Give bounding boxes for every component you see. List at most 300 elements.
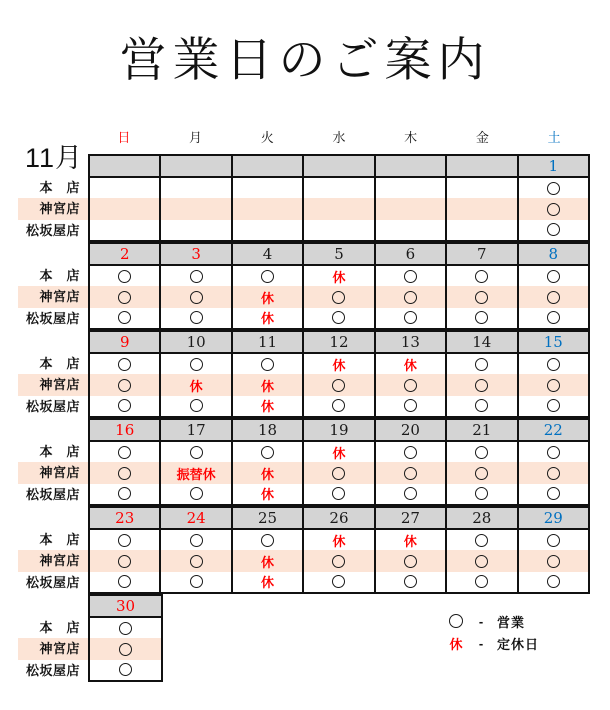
cell-closed: [302, 266, 373, 287]
store-row: [90, 618, 161, 639]
open-circle-icon: [547, 534, 560, 547]
cell-closed: [231, 307, 302, 328]
open-circle-icon: [404, 446, 417, 459]
store-labels: [18, 176, 80, 240]
cell-open: [374, 483, 445, 504]
cell-open: [302, 551, 373, 572]
cell-open: [374, 375, 445, 396]
date-cell: [302, 156, 373, 176]
date-cell: 20: [374, 420, 445, 440]
closed-text: 休: [403, 533, 417, 549]
cell-closed: [302, 530, 373, 551]
cell-closed: [374, 530, 445, 551]
open-circle-icon: [547, 270, 560, 283]
weekday-label: 水: [332, 131, 346, 146]
date-header-row: [90, 244, 588, 266]
date-cell: 28: [445, 508, 516, 528]
open-circle-icon: [261, 358, 274, 371]
cell-open: [517, 219, 588, 240]
open-circle-icon: [190, 399, 203, 412]
date-cell: 21: [445, 420, 516, 440]
date-cell: 4: [231, 244, 302, 264]
open-circle-icon: [475, 399, 488, 412]
date-cell: 6: [374, 244, 445, 264]
legend-row-open: [447, 610, 587, 632]
cell-empty: [90, 199, 159, 220]
week-table: [88, 506, 590, 594]
date-cell: 13: [374, 332, 445, 352]
date-cell: 1: [517, 156, 588, 176]
open-circle-icon: [547, 575, 560, 588]
open-circle-icon: [118, 534, 131, 547]
open-circle-icon: [118, 399, 131, 412]
week-table: [88, 242, 590, 330]
date-cell: 3: [159, 244, 230, 264]
cell-open: [159, 442, 230, 463]
open-circle-icon: [475, 358, 488, 371]
open-circle-icon: [332, 487, 345, 500]
open-circle-icon: [547, 203, 560, 216]
date-header-row: [90, 420, 588, 442]
open-circle-icon: [475, 575, 488, 588]
cell-open: [159, 354, 230, 375]
open-circle-icon: [118, 467, 131, 480]
store-label: 神宮店: [39, 377, 80, 393]
store-row: [90, 463, 588, 484]
cell-open: [445, 571, 516, 592]
weekday-label: 月: [189, 131, 203, 146]
store-label: 松坂屋店: [25, 310, 80, 326]
open-circle-icon: [547, 223, 560, 236]
open-circle-icon: [190, 555, 203, 568]
open-circle-icon: [332, 311, 345, 324]
cell-open: [90, 266, 159, 287]
cell-empty: [302, 178, 373, 199]
cell-open: [374, 571, 445, 592]
cell-open: [90, 307, 159, 328]
open-circle-icon: [190, 487, 203, 500]
cell-open: [445, 483, 516, 504]
store-label: 本 店: [39, 444, 80, 460]
open-circle-icon: [404, 487, 417, 500]
cell-open: [159, 395, 230, 416]
week-table: [88, 594, 163, 682]
legend: [447, 610, 587, 654]
open-circle-icon: [475, 291, 488, 304]
open-circle-icon: [332, 291, 345, 304]
cell-open: [302, 483, 373, 504]
closed-text: 休: [261, 466, 275, 482]
legend-dash: -: [478, 635, 484, 651]
cell-open: [374, 266, 445, 287]
open-circle-icon: [475, 467, 488, 480]
date-header-row: [90, 332, 588, 354]
open-circle-icon: [547, 399, 560, 412]
weekday-header-row: [88, 130, 590, 148]
cell-closed: [302, 442, 373, 463]
closed-text: 休: [261, 554, 275, 570]
open-circle-icon: [404, 555, 417, 568]
closed-text: 休: [261, 378, 275, 394]
cell-open: [374, 442, 445, 463]
cell-open: [90, 530, 159, 551]
store-row: [90, 266, 588, 287]
cell-closed: [302, 354, 373, 375]
week-table: [88, 418, 590, 506]
open-circle-icon: [404, 379, 417, 392]
cell-open: [445, 442, 516, 463]
open-circle-icon: [332, 379, 345, 392]
weekday-label: 日: [117, 131, 131, 146]
open-circle-icon: [119, 663, 132, 676]
closed-text: 休: [189, 378, 203, 394]
open-circle-icon: [190, 270, 203, 283]
date-cell: 25: [231, 508, 302, 528]
cell-empty: [231, 178, 302, 199]
open-circle-icon: [118, 358, 131, 371]
open-circle-icon: [118, 379, 131, 392]
open-circle-icon: [475, 379, 488, 392]
cell-closed: [374, 354, 445, 375]
week-table: [88, 330, 590, 418]
store-label: 本 店: [39, 180, 80, 196]
store-label: 松坂屋店: [25, 222, 80, 238]
open-circle-icon: [547, 487, 560, 500]
store-label: 松坂屋店: [25, 662, 80, 678]
closed-text: 休: [261, 575, 275, 591]
cell-open: [90, 287, 159, 308]
open-circle-icon: [190, 446, 203, 459]
store-row: [90, 307, 588, 328]
cell-empty: [159, 178, 230, 199]
cell-open: [231, 354, 302, 375]
open-circle-icon: [404, 467, 417, 480]
week-table: [88, 154, 590, 242]
date-cell: 8: [517, 244, 588, 264]
open-circle-icon: [475, 487, 488, 500]
open-circle-icon: [332, 467, 345, 480]
cell-open: [90, 639, 161, 660]
store-row: [90, 199, 588, 220]
date-cell: 15: [517, 332, 588, 352]
cell-open: [517, 307, 588, 328]
month-label: 11月: [25, 143, 84, 173]
cell-open: [159, 551, 230, 572]
cell-closed: [231, 375, 302, 396]
legend-dash: -: [478, 613, 484, 629]
open-circle-icon: [475, 311, 488, 324]
cell-open: [445, 266, 516, 287]
legend-open-symbol-wrap: [447, 614, 465, 628]
date-cell: [445, 156, 516, 176]
cell-closed: [231, 395, 302, 416]
store-row: [90, 442, 588, 463]
store-label: 神宮店: [39, 553, 80, 569]
cell-open: [445, 530, 516, 551]
date-cell: 22: [517, 420, 588, 440]
store-label: 本 店: [39, 268, 80, 284]
cell-open: [90, 375, 159, 396]
date-cell: 29: [517, 508, 588, 528]
cell-open: [517, 375, 588, 396]
cell-open: [90, 395, 159, 416]
cell-open: [445, 354, 516, 375]
page-title: 営業日のご案内: [119, 33, 491, 88]
cell-open: [445, 375, 516, 396]
cell-empty: [374, 199, 445, 220]
open-circle-icon: [475, 555, 488, 568]
open-circle-icon: [547, 467, 560, 480]
store-label: 松坂屋店: [25, 574, 80, 590]
weekday-label: 火: [260, 131, 274, 146]
date-cell: [159, 156, 230, 176]
closed-text: 休: [332, 269, 346, 285]
date-cell: 30: [115, 597, 136, 615]
cell-open: [517, 395, 588, 416]
store-labels: [18, 616, 80, 680]
cell-open: [445, 307, 516, 328]
cell-open: [374, 287, 445, 308]
store-row: [90, 551, 588, 572]
open-circle-icon: [261, 534, 274, 547]
open-circle-icon: [547, 311, 560, 324]
cell-closed: [231, 287, 302, 308]
date-cell: 14: [445, 332, 516, 352]
store-row: [90, 375, 588, 396]
date-cell: 17: [159, 420, 230, 440]
cell-open: [517, 287, 588, 308]
closed-text: 振替休: [176, 466, 216, 482]
cell-empty: [159, 199, 230, 220]
open-circle-icon: [547, 182, 560, 195]
store-label: 本 店: [39, 532, 80, 548]
closed-text: 休: [332, 357, 346, 373]
open-circle-icon: [547, 291, 560, 304]
date-header-row: [90, 508, 588, 530]
cell-open: [517, 551, 588, 572]
closed-text: 休: [332, 445, 346, 461]
cell-open: [517, 442, 588, 463]
cell-open: [302, 307, 373, 328]
store-labels: [18, 528, 80, 592]
closed-text: 休: [261, 311, 275, 327]
closed-text: 休: [261, 290, 275, 306]
store-label: 本 店: [39, 620, 80, 636]
open-circle-icon: [190, 575, 203, 588]
open-circle-icon: [332, 399, 345, 412]
store-row: [90, 219, 588, 240]
cell-empty: [445, 199, 516, 220]
open-circle-icon: [332, 555, 345, 568]
date-cell: 23: [115, 509, 135, 527]
open-circle-icon: [190, 358, 203, 371]
store-label: 神宮店: [39, 465, 80, 481]
open-circle-icon: [118, 487, 131, 500]
date-cell: 5: [302, 244, 373, 264]
closed-symbol: 休: [449, 636, 463, 652]
legend-open-label: 営業: [497, 614, 526, 630]
open-circle-icon: [118, 446, 131, 459]
cell-open: [302, 375, 373, 396]
open-circle-icon: [404, 575, 417, 588]
date-cell: 7: [445, 244, 516, 264]
cell-open: [445, 551, 516, 572]
date-header-row: [90, 596, 161, 618]
store-row: [90, 659, 161, 680]
cell-open: [90, 551, 159, 572]
legend-closed-label: 定休日: [497, 636, 540, 652]
open-circle-icon: [404, 399, 417, 412]
open-circle-icon: [261, 270, 274, 283]
closed-text: 休: [332, 533, 346, 549]
cell-open: [517, 178, 588, 199]
store-row: [90, 354, 588, 375]
cell-empty: [90, 178, 159, 199]
cell-empty: [374, 178, 445, 199]
cell-open: [517, 463, 588, 484]
cell-open: [231, 442, 302, 463]
cell-open: [159, 571, 230, 592]
date-cell: 19: [302, 420, 373, 440]
cell-empty: [445, 219, 516, 240]
cell-closed: [159, 375, 230, 396]
open-circle-icon: [547, 555, 560, 568]
cell-open: [90, 354, 159, 375]
cell-open: [517, 571, 588, 592]
cell-open: [231, 530, 302, 551]
open-circle-icon: [475, 446, 488, 459]
cell-open: [517, 354, 588, 375]
cell-open: [517, 530, 588, 551]
store-row: [90, 483, 588, 504]
date-header-row: [90, 156, 588, 178]
store-row: [90, 178, 588, 199]
cell-empty: [159, 219, 230, 240]
cell-open: [159, 530, 230, 551]
cell-empty: [90, 219, 159, 240]
date-cell: 10: [159, 332, 230, 352]
cell-open: [90, 659, 161, 680]
weekday-label: 土: [547, 131, 561, 146]
date-cell: 9: [119, 333, 130, 351]
week-block: [18, 506, 590, 594]
open-circle-icon: [118, 575, 131, 588]
open-circle-icon: [547, 358, 560, 371]
cell-open: [159, 483, 230, 504]
open-circle-icon: [547, 379, 560, 392]
date-cell: [90, 156, 159, 176]
closed-text: 休: [403, 357, 417, 373]
store-labels: [18, 440, 80, 504]
cell-closed: [159, 463, 230, 484]
open-circle-icon: [118, 270, 131, 283]
cell-open: [159, 266, 230, 287]
closed-text: 休: [261, 487, 275, 503]
open-circle-icon: [119, 622, 132, 635]
open-circle-icon: [547, 446, 560, 459]
date-cell: 26: [302, 508, 373, 528]
date-cell: 11: [231, 332, 302, 352]
cell-empty: [445, 178, 516, 199]
cell-closed: [231, 483, 302, 504]
store-label: 神宮店: [39, 641, 80, 657]
open-circle-icon: [404, 270, 417, 283]
cell-closed: [231, 551, 302, 572]
cell-open: [302, 287, 373, 308]
cell-open: [517, 266, 588, 287]
date-cell: 12: [302, 332, 373, 352]
date-cell: 27: [374, 508, 445, 528]
legend-row-closed: [447, 632, 587, 654]
store-row: [90, 571, 588, 592]
cell-open: [374, 551, 445, 572]
cell-empty: [374, 219, 445, 240]
cell-open: [445, 395, 516, 416]
store-row: [90, 395, 588, 416]
cell-empty: [302, 199, 373, 220]
store-label: 神宮店: [39, 201, 80, 217]
cell-open: [302, 463, 373, 484]
cell-open: [231, 266, 302, 287]
open-circle-icon: [190, 534, 203, 547]
cell-open: [517, 483, 588, 504]
store-label: 神宮店: [39, 289, 80, 305]
open-circle-icon: [404, 311, 417, 324]
week-block: [18, 242, 590, 330]
date-cell: [231, 156, 302, 176]
cell-open: [374, 307, 445, 328]
store-labels: [18, 352, 80, 416]
open-circle-icon: [118, 555, 131, 568]
cell-open: [90, 571, 159, 592]
cell-empty: [231, 199, 302, 220]
open-circle-icon: [118, 311, 131, 324]
store-label: 松坂屋店: [25, 486, 80, 502]
date-cell: 16: [115, 421, 135, 439]
open-circle-icon: [190, 291, 203, 304]
cell-open: [90, 442, 159, 463]
closed-text: 休: [261, 399, 275, 415]
open-circle-icon: [475, 270, 488, 283]
cell-closed: [231, 463, 302, 484]
weekday-label: 木: [404, 131, 418, 146]
week-block: [18, 154, 590, 242]
cell-open: [374, 463, 445, 484]
cell-closed: [231, 571, 302, 592]
open-circle-icon: [119, 643, 132, 656]
week-block: [18, 330, 590, 418]
cell-open: [445, 463, 516, 484]
store-row: [90, 530, 588, 551]
cell-open: [90, 463, 159, 484]
cell-open: [302, 571, 373, 592]
store-label: 松坂屋店: [25, 398, 80, 414]
cell-open: [159, 307, 230, 328]
date-cell: 2: [119, 245, 130, 263]
cell-open: [517, 199, 588, 220]
open-circle-icon: [475, 534, 488, 547]
open-circle-icon: [449, 614, 463, 628]
weekday-label: 金: [475, 131, 489, 146]
cell-open: [90, 483, 159, 504]
cell-open: [302, 395, 373, 416]
cell-open: [90, 618, 161, 639]
week-block: [18, 418, 590, 506]
cell-empty: [302, 219, 373, 240]
cell-open: [445, 287, 516, 308]
cell-open: [374, 395, 445, 416]
cell-empty: [231, 219, 302, 240]
